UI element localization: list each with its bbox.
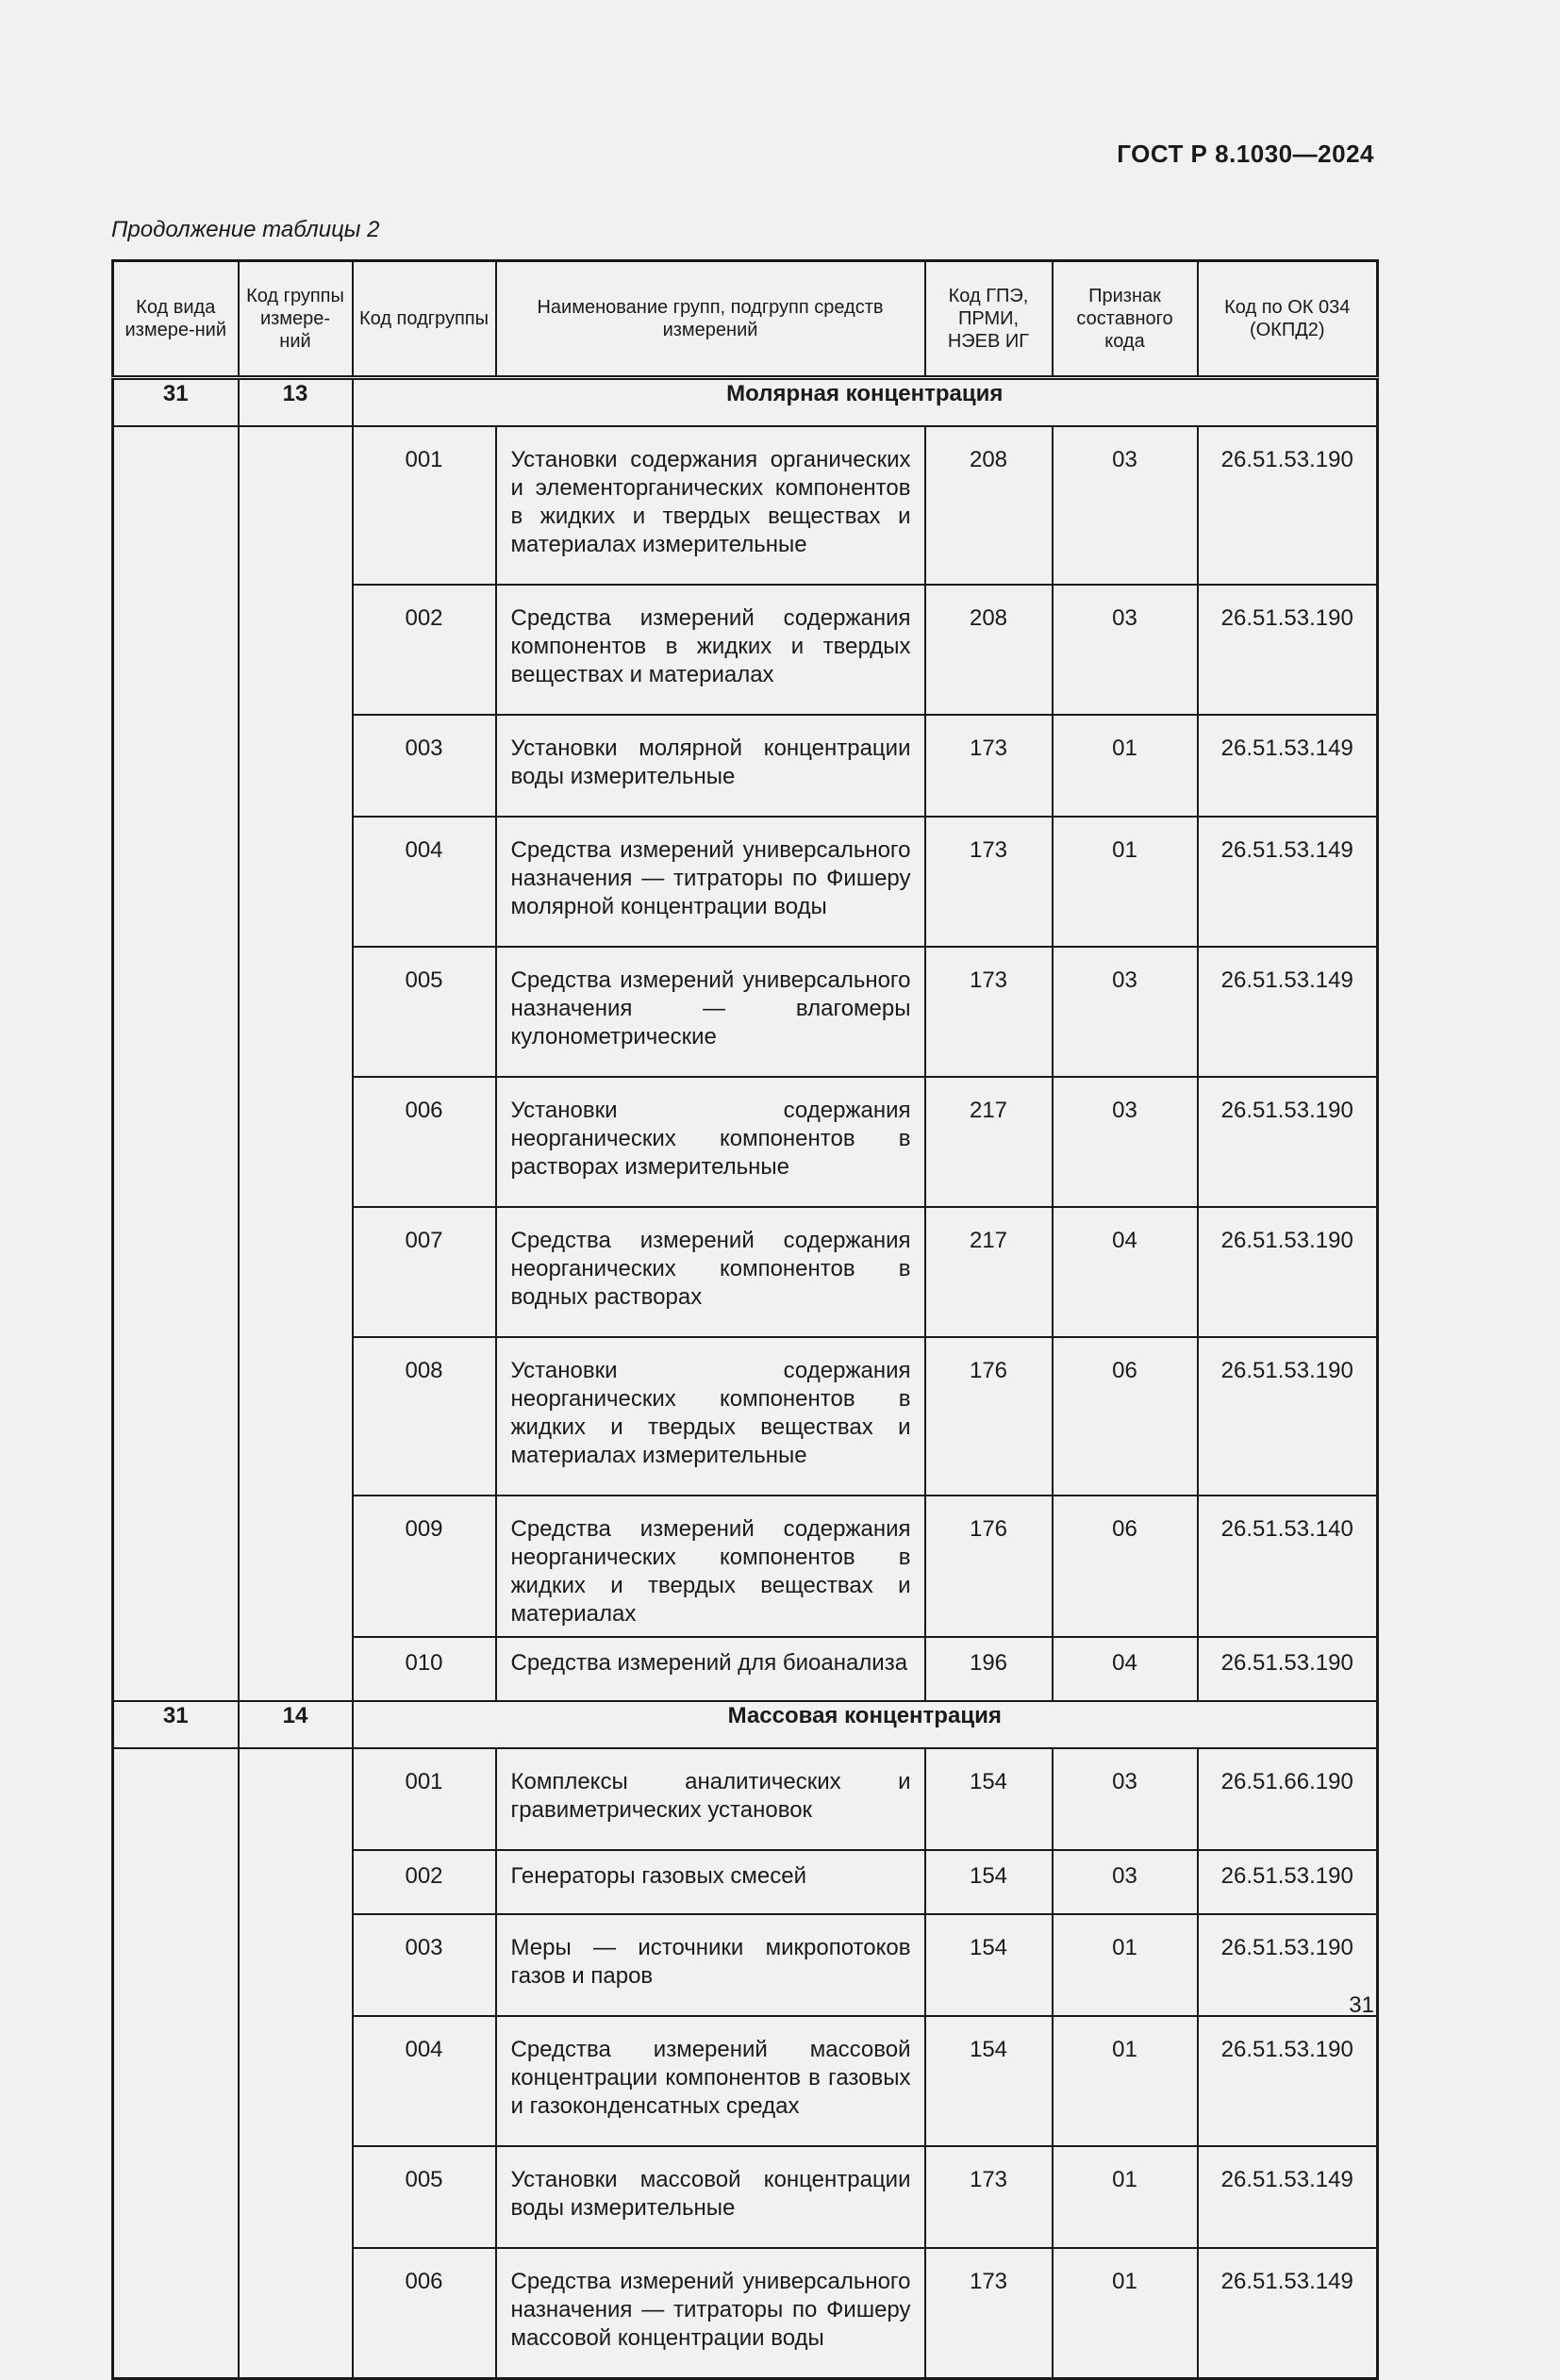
composite-flag: 01 [1053, 2248, 1198, 2379]
composite-flag: 03 [1053, 1748, 1198, 1850]
gpe-code: 173 [925, 817, 1053, 947]
group-name: Комплексы аналитических и гравиметрических установок [496, 1748, 925, 1850]
group-name: Установки массовой концентрации воды измерительные [496, 2146, 925, 2248]
subgroup-code: 006 [353, 2248, 496, 2379]
okpd-code: 26.51.53.190 [1198, 1207, 1378, 1337]
group-name: Меры — источники микропотоков газов и паров [496, 1914, 925, 2016]
classification-table [111, 259, 1379, 2380]
group-name: Средства измерений универсального назначения — влагомеры кулонометрические [496, 947, 925, 1077]
table-row [113, 1748, 1378, 1850]
empty-cell [113, 1748, 239, 2379]
okpd-code: 26.51.53.190 [1198, 1914, 1378, 2016]
okpd-code: 26.51.53.190 [1198, 1077, 1378, 1207]
column-header: Код ГПЭ, ПРМИ, НЭЕВ ИГ [925, 261, 1053, 378]
subgroup-code: 004 [353, 817, 496, 947]
okpd-code: 26.51.53.149 [1198, 2248, 1378, 2379]
okpd-code: 26.51.53.149 [1198, 715, 1378, 817]
subgroup-code: 003 [353, 1914, 496, 2016]
column-header: Наименование групп, подгрупп средств измерений [496, 261, 925, 378]
column-header: Признак составного кода [1053, 261, 1198, 378]
okpd-code: 26.51.53.140 [1198, 1496, 1378, 1637]
group-name: Установки содержания неорганических компонентов в растворах измерительные [496, 1077, 925, 1207]
page-number: 31 [1349, 1992, 1374, 2018]
column-header: Код вида измере-ний [113, 261, 239, 378]
gpe-code: 173 [925, 2248, 1053, 2379]
gpe-code: 217 [925, 1077, 1053, 1207]
okpd-code: 26.51.53.190 [1198, 1637, 1378, 1701]
okpd-code: 26.51.66.190 [1198, 1748, 1378, 1850]
subgroup-code: 004 [353, 2016, 496, 2146]
gpe-code: 154 [925, 1850, 1053, 1914]
group-name: Средства измерений содержания компонентов в жидких и твердых веществах и материалах [496, 585, 925, 715]
column-header: Код по ОК 034 (ОКПД2) [1198, 261, 1378, 378]
composite-flag: 03 [1053, 1850, 1198, 1914]
group-code: 13 [239, 378, 353, 427]
column-header: Код подгруппы [353, 261, 496, 378]
group-name: Генераторы газовых смесей [496, 1850, 925, 1914]
gpe-code: 217 [925, 1207, 1053, 1337]
subgroup-code: 001 [353, 1748, 496, 1850]
composite-flag: 01 [1053, 1914, 1198, 2016]
subgroup-code: 010 [353, 1637, 496, 1701]
subgroup-code: 001 [353, 426, 496, 585]
empty-cell [239, 426, 353, 1701]
document-code: ГОСТ Р 8.1030—2024 [1117, 140, 1374, 168]
gpe-code: 173 [925, 715, 1053, 817]
section-title: Молярная концентрация [353, 378, 1378, 427]
okpd-code: 26.51.53.190 [1198, 585, 1378, 715]
okpd-code: 26.51.53.190 [1198, 426, 1378, 585]
subgroup-code: 005 [353, 2146, 496, 2248]
group-name: Средства измерений содержания неорганических компонентов в жидких и твердых веществах и материалах [496, 1496, 925, 1637]
subgroup-code: 006 [353, 1077, 496, 1207]
group-name: Средства измерений универсального назначения — титраторы по Фишеру массовой концентрации воды [496, 2248, 925, 2379]
subgroup-code: 002 [353, 585, 496, 715]
okpd-code: 26.51.53.149 [1198, 817, 1378, 947]
composite-flag: 03 [1053, 426, 1198, 585]
composite-flag: 01 [1053, 2146, 1198, 2248]
group-name: Установки молярной концентрации воды измерительные [496, 715, 925, 817]
table-header-row [113, 261, 1378, 378]
group-name: Установки содержания неорганических компонентов в жидких и твердых веществах и материалах измерительные [496, 1337, 925, 1496]
table-row [113, 426, 1378, 585]
gpe-code: 154 [925, 1914, 1053, 2016]
gpe-code: 176 [925, 1337, 1053, 1496]
composite-flag: 06 [1053, 1337, 1198, 1496]
okpd-code: 26.51.53.149 [1198, 2146, 1378, 2248]
okpd-code: 26.51.53.149 [1198, 947, 1378, 1077]
composite-flag: 01 [1053, 2016, 1198, 2146]
composite-flag: 04 [1053, 1637, 1198, 1701]
subgroup-code: 007 [353, 1207, 496, 1337]
kind-code: 31 [113, 1701, 239, 1748]
empty-cell [239, 1748, 353, 2379]
empty-cell [113, 426, 239, 1701]
gpe-code: 154 [925, 1748, 1053, 1850]
gpe-code: 154 [925, 2016, 1053, 2146]
composite-flag: 03 [1053, 585, 1198, 715]
composite-flag: 01 [1053, 715, 1198, 817]
gpe-code: 173 [925, 2146, 1053, 2248]
subgroup-code: 002 [353, 1850, 496, 1914]
gpe-code: 176 [925, 1496, 1053, 1637]
kind-code: 31 [113, 378, 239, 427]
table-caption: Продолжение таблицы 2 [111, 217, 380, 242]
group-name: Средства измерений массовой концентрации компонентов в газовых и газоконденсатных средах [496, 2016, 925, 2146]
section-header-row [113, 378, 1378, 427]
column-header: Код группы измере-ний [239, 261, 353, 378]
okpd-code: 26.51.53.190 [1198, 1337, 1378, 1496]
composite-flag: 04 [1053, 1207, 1198, 1337]
group-name: Средства измерений для биоанализа [496, 1637, 925, 1701]
subgroup-code: 003 [353, 715, 496, 817]
composite-flag: 03 [1053, 947, 1198, 1077]
subgroup-code: 009 [353, 1496, 496, 1637]
okpd-code: 26.51.53.190 [1198, 1850, 1378, 1914]
gpe-code: 208 [925, 426, 1053, 585]
group-code: 14 [239, 1701, 353, 1748]
section-header-row [113, 1701, 1378, 1748]
gpe-code: 173 [925, 947, 1053, 1077]
composite-flag: 06 [1053, 1496, 1198, 1637]
composite-flag: 03 [1053, 1077, 1198, 1207]
composite-flag: 01 [1053, 817, 1198, 947]
group-name: Средства измерений универсального назначения — титраторы по Фишеру молярной концентрации воды [496, 817, 925, 947]
gpe-code: 208 [925, 585, 1053, 715]
group-name: Установки содержания органических и элементорганических компонентов в жидких и твердых веществах и материалах измерительные [496, 426, 925, 585]
okpd-code: 26.51.53.190 [1198, 2016, 1378, 2146]
group-name: Средства измерений содержания неорганических компонентов в водных растворах [496, 1207, 925, 1337]
subgroup-code: 005 [353, 947, 496, 1077]
gpe-code: 196 [925, 1637, 1053, 1701]
subgroup-code: 008 [353, 1337, 496, 1496]
section-title: Массовая концентрация [353, 1701, 1378, 1748]
